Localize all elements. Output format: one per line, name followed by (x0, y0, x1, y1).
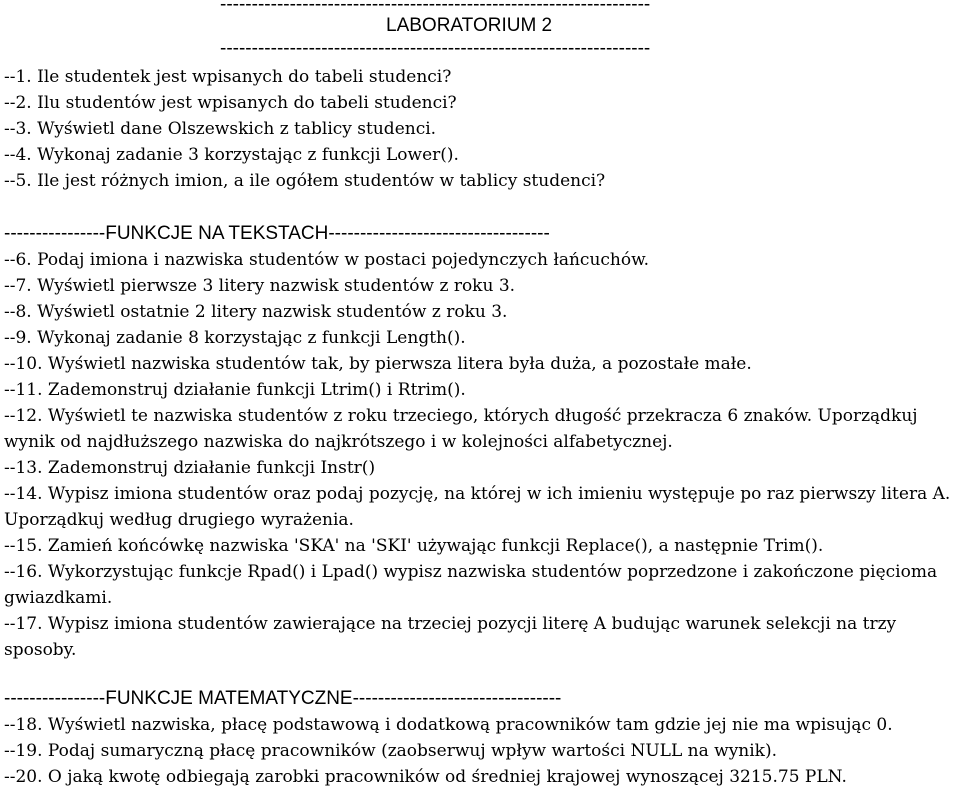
header-divider-top: -------------------------------------------------------------------- (220, 0, 651, 15)
task-16: --16. Wykorzystując funkcje Rpad() i Lpad() wypisz nazwiska studentów poprzedzone i zakończone pięcioma gwiazdkami. (4, 562, 938, 608)
task-8: --8. Wyświetl ostatnie 2 litery nazwisk studentów z roku 3. (4, 302, 508, 322)
task-11: --11. Zademonstruj działanie funkcji Ltrim() i Rtrim(). (4, 380, 466, 400)
task-13: --13. Zademonstruj działanie funkcji Instr() (4, 458, 376, 478)
task-7: --7. Wyświetl pierwsze 3 litery nazwisk studentów z roku 3. (4, 276, 516, 296)
section-heading-math-functions: ----------------FUNKCJE MATEMATYCZNE--------------------------------- (4, 688, 562, 709)
task-14: --14. Wypisz imiona studentów oraz podaj pozycję, na której w ich imieniu występuje po raz pierwszy litera A. Uporządkuj według drugiego wyrażenia. (4, 484, 951, 530)
task-6: --6. Podaj imiona i nazwiska studentów w postaci pojedynczych łańcuchów. (4, 250, 650, 270)
task-9: --9. Wykonaj zadanie 8 korzystając z funkcji Length(). (4, 328, 466, 348)
task-1: --1. Ile studentek jest wpisanych do tabeli studenci? (4, 67, 452, 87)
task-17: --17. Wypisz imiona studentów zawierające na trzeciej pozycji literę A budując warunek selekcji na trzy sposoby. (4, 614, 897, 660)
task-20: --20. O jaką kwotę odbiegają zarobki pracowników od średniej krajowej wynoszącej 3215.75 PLN. (4, 767, 847, 787)
task-3: --3. Wyświetl dane Olszewskich z tablicy studenci. (4, 119, 437, 139)
task-5: --5. Ile jest różnych imion, a ile ogółem studentów w tablicy studenci? (4, 171, 606, 191)
task-10: --10. Wyświetl nazwiska studentów tak, by pierwsza litera była duża, a pozostałe małe. (4, 354, 752, 374)
task-4: --4. Wykonaj zadanie 3 korzystając z funkcji Lower(). (4, 145, 459, 165)
task-2: --2. Ilu studentów jest wpisanych do tabeli studenci? (4, 93, 457, 113)
task-19: --19. Podaj sumaryczną płacę pracowników (zaobserwuj wpływ wartości NULL na wynik). (4, 741, 778, 761)
header-divider-bottom: -------------------------------------------------------------------- (220, 38, 651, 59)
task-18: --18. Wyświetl nazwiska, płacę podstawową i dodatkową pracowników tam gdzie jej nie ma wpisując 0. (4, 715, 893, 735)
task-12: --12. Wyświetl te nazwiska studentów z roku trzeciego, których długość przekracza 6 znaków. Uporządkuj wynik od najdłuższego nazwiska do najkrótszego i w kolejności alfabetycznej. (4, 406, 918, 452)
section-heading-text-functions: ----------------FUNKCJE NA TEKSTACH----------------------------------- (4, 223, 550, 244)
task-15: --15. Zamień końcówkę nazwiska 'SKA' na 'SKI' używając funkcji Replace(), a następnie Trim(). (4, 536, 824, 556)
page-title: LABORATORIUM 2 (386, 15, 553, 36)
